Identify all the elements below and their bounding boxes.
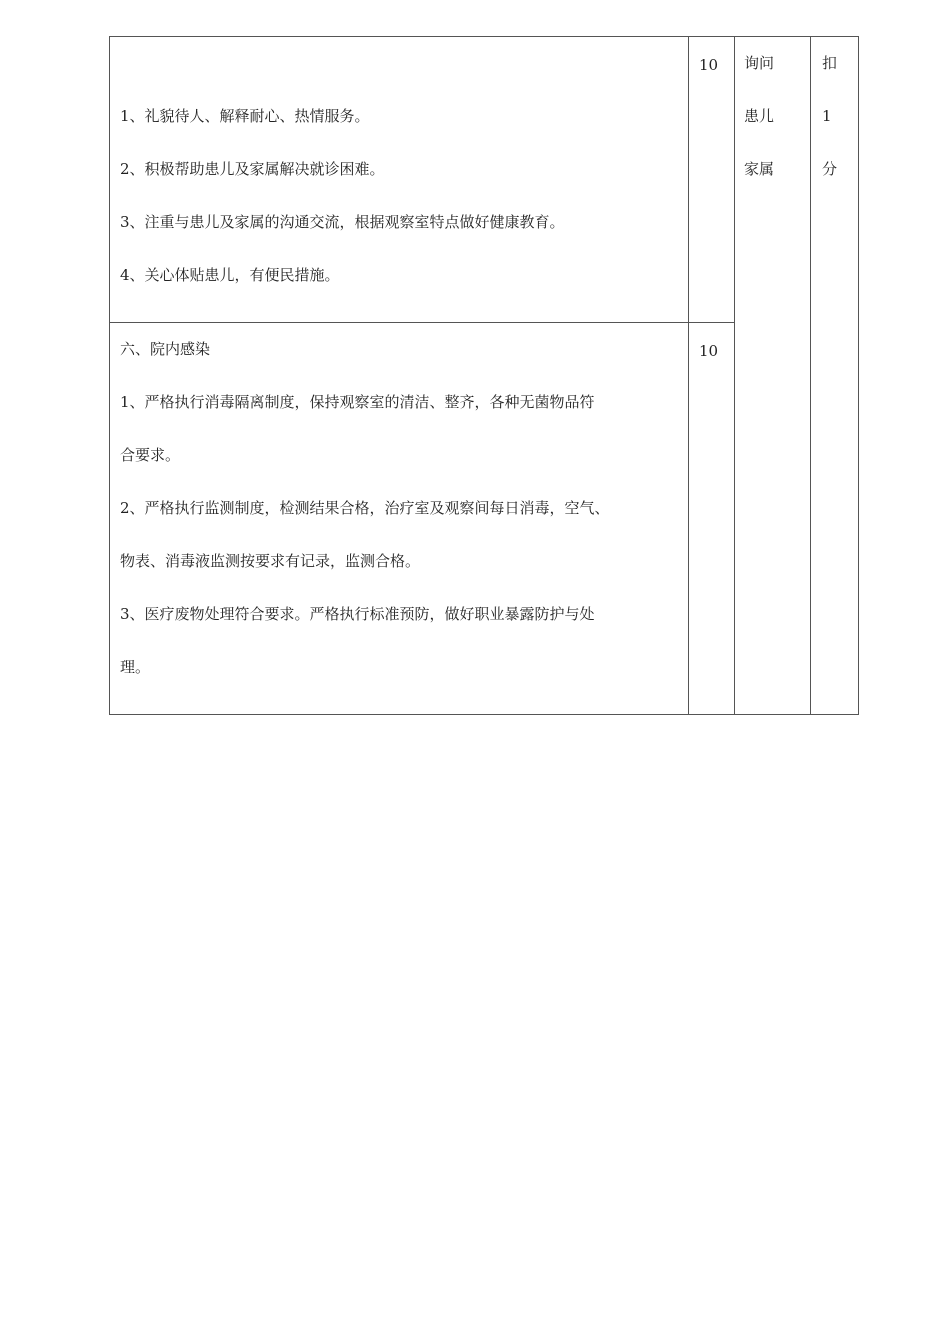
- deduct-line-1: 扣: [822, 54, 838, 72]
- infection-score: 10: [699, 342, 719, 360]
- infection-title: 六、院内感染: [120, 340, 211, 358]
- method-line-3: 家属: [744, 160, 775, 178]
- infection-line-5: 3、医疗废物处理符合要求。严格执行标准预防，做好职业暴露防护与处: [120, 605, 595, 623]
- deduct-line-2: 1: [822, 107, 832, 125]
- method-line-2: 患儿: [744, 107, 775, 125]
- infection-score-cell: [689, 323, 735, 715]
- deduct-cell: [811, 37, 859, 715]
- table-row-service: [110, 37, 859, 323]
- method-cell: [735, 37, 811, 715]
- infection-line-3: 2、严格执行监测制度，检测结果合格，治疗室及观察间每日消毒，空气、: [120, 499, 610, 517]
- deduct-line-3: 分: [822, 160, 838, 178]
- infection-line-2: 合要求。: [120, 446, 181, 464]
- infection-line-1: 1、严格执行消毒隔离制度，保持观察室的清洁、整齐，各种无菌物品符: [120, 393, 595, 411]
- service-score: 10: [699, 56, 719, 74]
- infection-content-cell: [110, 323, 689, 715]
- infection-line-4: 物表、消毒液监测按要求有记录，监测合格。: [120, 552, 421, 570]
- service-item-3: 3、注重与患儿及家属的沟通交流，根据观察室特点做好健康教育。: [120, 213, 565, 231]
- service-score-cell: [689, 37, 735, 323]
- service-item-4: 4、关心体贴患儿，有便民措施。: [120, 266, 340, 284]
- blank-line: [120, 51, 680, 104]
- service-item-2: 2、积极帮助患儿及家属解决就诊困难。: [120, 160, 385, 178]
- method-line-1: 询问: [744, 54, 775, 72]
- service-item-1: 1、礼貌待人、解释耐心、热情服务。: [120, 107, 370, 125]
- infection-line-6: 理。: [120, 658, 151, 676]
- evaluation-table: [109, 36, 859, 715]
- service-content-cell: [110, 37, 689, 323]
